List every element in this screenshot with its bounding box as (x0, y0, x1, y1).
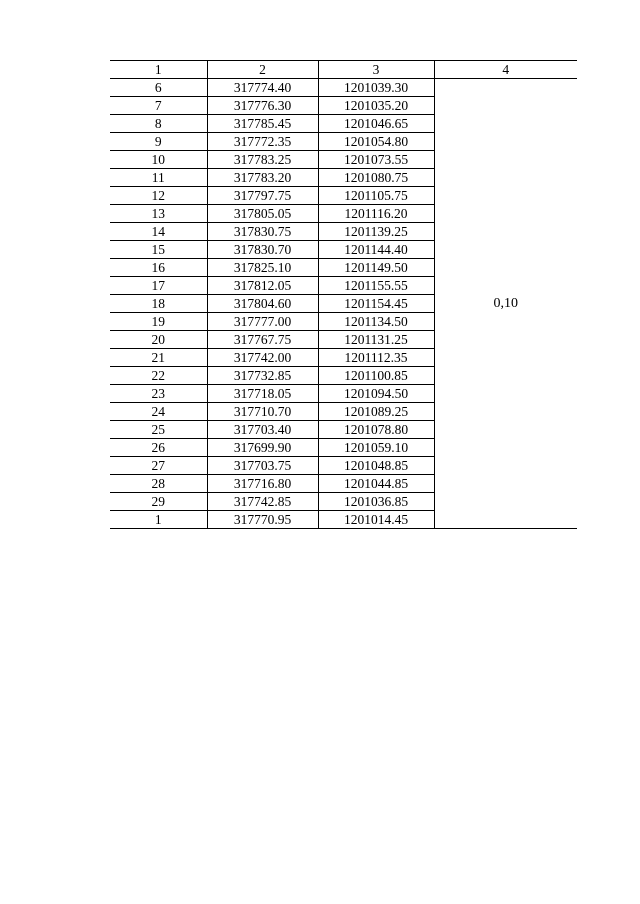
point-number-cell: 25 (110, 421, 207, 439)
y-coordinate-cell: 1201044.85 (318, 475, 434, 493)
point-number-cell: 21 (110, 349, 207, 367)
y-coordinate-cell: 1201036.85 (318, 493, 434, 511)
x-coordinate-cell: 317703.40 (207, 421, 318, 439)
y-coordinate-cell: 1201014.45 (318, 511, 434, 529)
point-number-cell: 6 (110, 79, 207, 97)
point-number-cell: 8 (110, 115, 207, 133)
point-number-cell: 1 (110, 511, 207, 529)
point-number-cell: 20 (110, 331, 207, 349)
point-number-cell: 17 (110, 277, 207, 295)
header-cell-col-3: 3 (318, 61, 434, 79)
y-coordinate-cell: 1201144.40 (318, 241, 434, 259)
y-coordinate-cell: 1201089.25 (318, 403, 434, 421)
x-coordinate-cell: 317742.85 (207, 493, 318, 511)
y-coordinate-cell: 1201116.20 (318, 205, 434, 223)
y-coordinate-cell: 1201131.25 (318, 331, 434, 349)
point-number-cell: 22 (110, 367, 207, 385)
y-coordinate-cell: 1201155.55 (318, 277, 434, 295)
header-cell-col-4: 4 (434, 61, 577, 79)
point-number-cell: 15 (110, 241, 207, 259)
x-coordinate-cell: 317772.35 (207, 133, 318, 151)
coordinates-table (110, 60, 577, 529)
y-coordinate-cell: 1201105.75 (318, 187, 434, 205)
y-coordinate-cell: 1201154.45 (318, 295, 434, 313)
table-row (110, 79, 577, 97)
table-header-row (110, 61, 577, 79)
y-coordinate-cell: 1201094.50 (318, 385, 434, 403)
y-coordinate-cell: 1201112.35 (318, 349, 434, 367)
y-coordinate-cell: 1201059.10 (318, 439, 434, 457)
x-coordinate-cell: 317742.00 (207, 349, 318, 367)
point-number-cell: 16 (110, 259, 207, 277)
point-number-cell: 27 (110, 457, 207, 475)
merged-value-cell: 0,10 (434, 79, 577, 529)
x-coordinate-cell: 317703.75 (207, 457, 318, 475)
x-coordinate-cell: 317770.95 (207, 511, 318, 529)
x-coordinate-cell: 317777.00 (207, 313, 318, 331)
y-coordinate-cell: 1201149.50 (318, 259, 434, 277)
x-coordinate-cell: 317718.05 (207, 385, 318, 403)
y-coordinate-cell: 1201139.25 (318, 223, 434, 241)
point-number-cell: 23 (110, 385, 207, 403)
x-coordinate-cell: 317774.40 (207, 79, 318, 97)
x-coordinate-cell: 317804.60 (207, 295, 318, 313)
point-number-cell: 12 (110, 187, 207, 205)
header-cell-col-1: 1 (110, 61, 207, 79)
x-coordinate-cell: 317805.05 (207, 205, 318, 223)
y-coordinate-cell: 1201039.30 (318, 79, 434, 97)
coordinates-table-body (110, 61, 577, 529)
point-number-cell: 29 (110, 493, 207, 511)
x-coordinate-cell: 317783.20 (207, 169, 318, 187)
point-number-cell: 11 (110, 169, 207, 187)
point-number-cell: 26 (110, 439, 207, 457)
x-coordinate-cell: 317830.70 (207, 241, 318, 259)
header-cell-col-2: 2 (207, 61, 318, 79)
x-coordinate-cell: 317812.05 (207, 277, 318, 295)
x-coordinate-cell: 317710.70 (207, 403, 318, 421)
y-coordinate-cell: 1201035.20 (318, 97, 434, 115)
x-coordinate-cell: 317797.75 (207, 187, 318, 205)
point-number-cell: 28 (110, 475, 207, 493)
point-number-cell: 10 (110, 151, 207, 169)
point-number-cell: 13 (110, 205, 207, 223)
point-number-cell: 19 (110, 313, 207, 331)
x-coordinate-cell: 317785.45 (207, 115, 318, 133)
x-coordinate-cell: 317825.10 (207, 259, 318, 277)
y-coordinate-cell: 1201046.65 (318, 115, 434, 133)
point-number-cell: 24 (110, 403, 207, 421)
point-number-cell: 14 (110, 223, 207, 241)
x-coordinate-cell: 317830.75 (207, 223, 318, 241)
x-coordinate-cell: 317732.85 (207, 367, 318, 385)
y-coordinate-cell: 1201100.85 (318, 367, 434, 385)
y-coordinate-cell: 1201073.55 (318, 151, 434, 169)
x-coordinate-cell: 317776.30 (207, 97, 318, 115)
x-coordinate-cell: 317716.80 (207, 475, 318, 493)
y-coordinate-cell: 1201080.75 (318, 169, 434, 187)
x-coordinate-cell: 317699.90 (207, 439, 318, 457)
y-coordinate-cell: 1201048.85 (318, 457, 434, 475)
x-coordinate-cell: 317783.25 (207, 151, 318, 169)
y-coordinate-cell: 1201078.80 (318, 421, 434, 439)
point-number-cell: 7 (110, 97, 207, 115)
point-number-cell: 18 (110, 295, 207, 313)
y-coordinate-cell: 1201054.80 (318, 133, 434, 151)
point-number-cell: 9 (110, 133, 207, 151)
x-coordinate-cell: 317767.75 (207, 331, 318, 349)
y-coordinate-cell: 1201134.50 (318, 313, 434, 331)
